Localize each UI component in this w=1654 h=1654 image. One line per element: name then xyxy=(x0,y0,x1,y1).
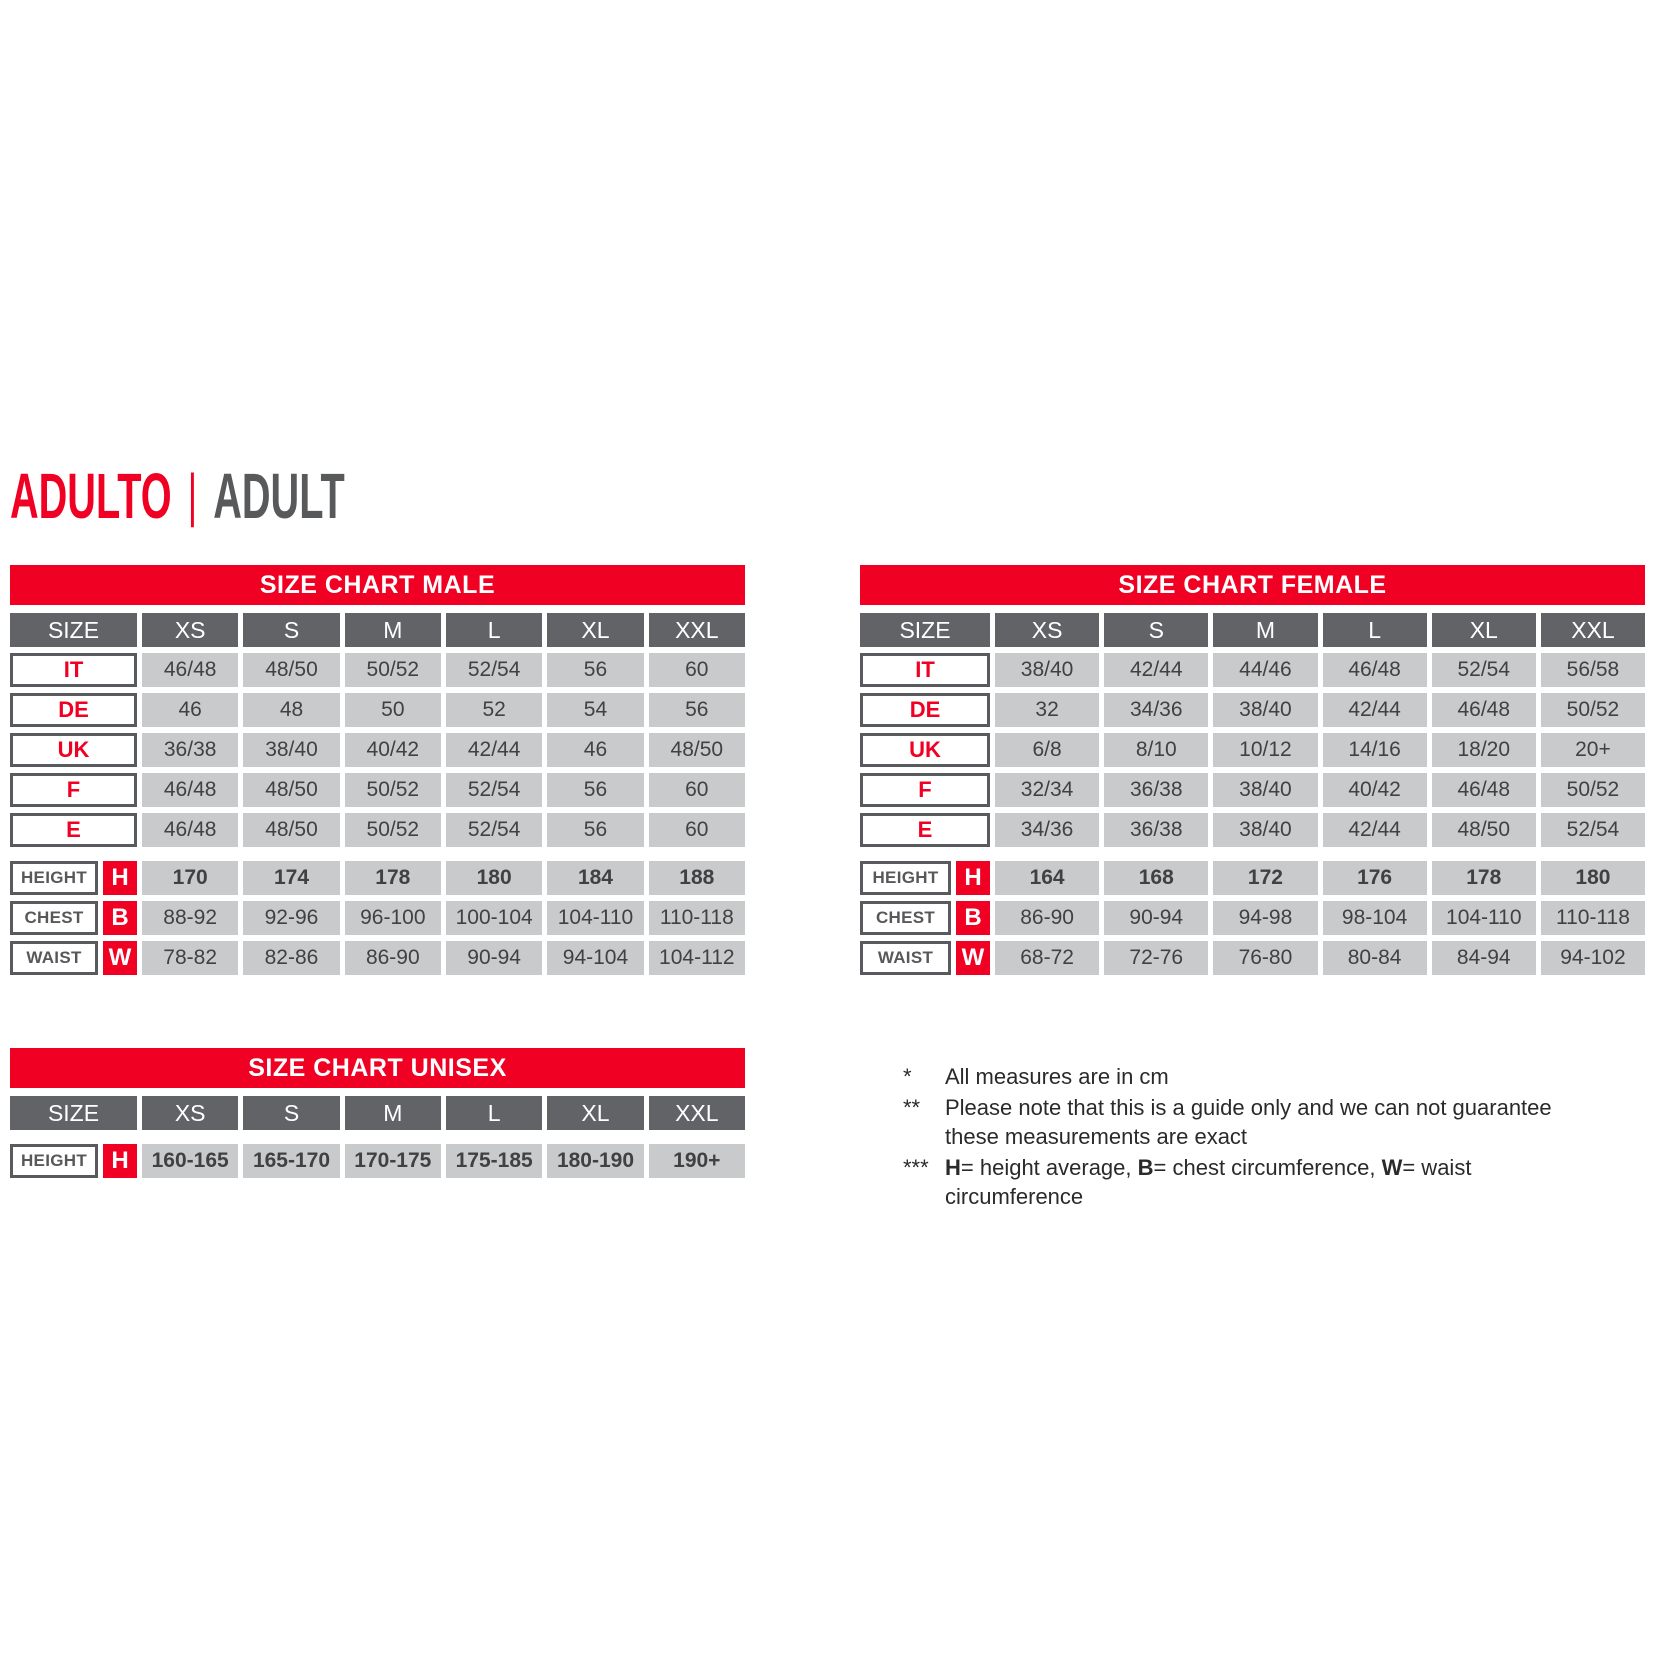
data-cell: 34/36 xyxy=(995,813,1099,847)
data-cell: 36/38 xyxy=(1104,773,1208,807)
footnote-text-segment: W xyxy=(1381,1155,1403,1180)
size-row xyxy=(10,693,745,727)
measure-row xyxy=(860,941,1645,975)
data-cell: 170 xyxy=(142,861,238,895)
data-cell: 38/40 xyxy=(1213,693,1317,727)
footnote-marker: *** xyxy=(903,1155,929,1180)
measure-row xyxy=(10,901,745,935)
table-header-row xyxy=(10,1096,745,1130)
data-cell: 56 xyxy=(547,813,643,847)
measure-row-label: HEIGHT xyxy=(10,861,98,895)
measure-row-label: WAIST xyxy=(10,941,98,975)
data-cell: 56/58 xyxy=(1541,653,1645,687)
data-cell: 52/54 xyxy=(446,813,542,847)
measure-letter-badge: W xyxy=(956,941,990,975)
data-cell: 56 xyxy=(649,693,745,727)
data-cell: 42/44 xyxy=(1104,653,1208,687)
data-cell: 54 xyxy=(547,693,643,727)
row-label: IT xyxy=(860,653,990,687)
column-header-cell: M xyxy=(1213,613,1317,647)
table-header-row xyxy=(860,613,1645,647)
row-label: DE xyxy=(860,693,990,727)
data-cell: 96-100 xyxy=(345,901,441,935)
data-cell: 160-165 xyxy=(142,1144,238,1178)
size-row xyxy=(860,813,1645,847)
size-row xyxy=(10,653,745,687)
column-header-cell: L xyxy=(446,613,542,647)
size-row xyxy=(860,773,1645,807)
data-cell: 190+ xyxy=(649,1144,745,1178)
size-chart-male-table xyxy=(10,565,745,975)
footnote-text-segment: Please note that this is a guide only and we can not guarantee these measurements are exact xyxy=(945,1095,1552,1149)
footnote-line xyxy=(903,1153,1653,1211)
row-label: E xyxy=(860,813,990,847)
column-header-cell: XS xyxy=(995,613,1099,647)
title-separator: | xyxy=(187,463,198,528)
measure-letter-badge: W xyxy=(103,941,137,975)
measure-letter-badge: H xyxy=(103,1144,137,1178)
data-cell: 6/8 xyxy=(995,733,1099,767)
size-row xyxy=(860,693,1645,727)
footnote-text-segment: H xyxy=(945,1155,961,1180)
footnote-text-segment: = height average, xyxy=(960,1155,1138,1180)
measure-letter-badge: B xyxy=(956,901,990,935)
corner-header-cell: SIZE xyxy=(10,613,137,647)
data-cell: 100-104 xyxy=(446,901,542,935)
data-cell: 52/54 xyxy=(1432,653,1536,687)
data-cell: 20+ xyxy=(1541,733,1645,767)
data-cell: 36/38 xyxy=(1104,813,1208,847)
data-cell: 104-112 xyxy=(649,941,745,975)
data-cell: 78-82 xyxy=(142,941,238,975)
data-cell: 50/52 xyxy=(345,813,441,847)
data-cell: 48/50 xyxy=(649,733,745,767)
footnote-marker: ** xyxy=(903,1095,921,1120)
data-cell: 110-118 xyxy=(649,901,745,935)
data-cell: 42/44 xyxy=(1323,813,1427,847)
table-title-bar: SIZE CHART MALE xyxy=(10,565,745,605)
footnote-line xyxy=(903,1093,1653,1151)
data-cell: 44/46 xyxy=(1213,653,1317,687)
data-cell: 165-170 xyxy=(243,1144,339,1178)
data-cell: 10/12 xyxy=(1213,733,1317,767)
column-header-cell: XL xyxy=(547,613,643,647)
column-header-cell: L xyxy=(1323,613,1427,647)
size-row xyxy=(10,813,745,847)
footnote-text xyxy=(945,1093,1601,1151)
data-cell: 46 xyxy=(142,693,238,727)
footnote-text-segment: = waist circumference xyxy=(945,1155,1472,1209)
column-header-cell: XL xyxy=(547,1096,643,1130)
data-cell: 86-90 xyxy=(345,941,441,975)
data-cell: 38/40 xyxy=(1213,773,1317,807)
size-row xyxy=(860,733,1645,767)
corner-header-cell: SIZE xyxy=(10,1096,137,1130)
column-header-cell: S xyxy=(243,1096,339,1130)
data-cell: 76-80 xyxy=(1213,941,1317,975)
data-cell: 184 xyxy=(547,861,643,895)
data-cell: 104-110 xyxy=(547,901,643,935)
footnote-text xyxy=(945,1062,1601,1091)
data-cell: 104-110 xyxy=(1432,901,1536,935)
data-cell: 94-104 xyxy=(547,941,643,975)
data-cell: 14/16 xyxy=(1323,733,1427,767)
data-cell: 94-102 xyxy=(1541,941,1645,975)
row-label: F xyxy=(10,773,137,807)
data-cell: 32/34 xyxy=(995,773,1099,807)
data-cell: 48/50 xyxy=(243,813,339,847)
column-header-cell: XXL xyxy=(1541,613,1645,647)
data-cell: 60 xyxy=(649,813,745,847)
data-cell: 56 xyxy=(547,653,643,687)
data-cell: 48 xyxy=(243,693,339,727)
data-cell: 50/52 xyxy=(345,773,441,807)
data-cell: 180-190 xyxy=(547,1144,643,1178)
data-cell: 50/52 xyxy=(1541,693,1645,727)
data-cell: 48/50 xyxy=(243,653,339,687)
measure-letter-badge: H xyxy=(103,861,137,895)
data-cell: 90-94 xyxy=(1104,901,1208,935)
data-cell: 82-86 xyxy=(243,941,339,975)
column-header-cell: XS xyxy=(142,1096,238,1130)
data-cell: 48/50 xyxy=(1432,813,1536,847)
data-cell: 52/54 xyxy=(446,653,542,687)
data-cell: 46/48 xyxy=(1432,693,1536,727)
data-cell: 52/54 xyxy=(1541,813,1645,847)
data-cell: 60 xyxy=(649,773,745,807)
data-cell: 180 xyxy=(1541,861,1645,895)
title-adulto: ADULTO xyxy=(10,460,172,532)
data-cell: 92-96 xyxy=(243,901,339,935)
row-label: IT xyxy=(10,653,137,687)
data-cell: 178 xyxy=(1432,861,1536,895)
column-header-cell: XL xyxy=(1432,613,1536,647)
measure-row-label: HEIGHT xyxy=(10,1144,98,1178)
data-cell: 56 xyxy=(547,773,643,807)
data-cell: 38/40 xyxy=(1213,813,1317,847)
data-cell: 172 xyxy=(1213,861,1317,895)
column-header-cell: M xyxy=(345,1096,441,1130)
data-cell: 168 xyxy=(1104,861,1208,895)
size-row xyxy=(860,653,1645,687)
data-cell: 88-92 xyxy=(142,901,238,935)
data-cell: 50 xyxy=(345,693,441,727)
data-cell: 46/48 xyxy=(142,653,238,687)
row-label: UK xyxy=(10,733,137,767)
data-cell: 188 xyxy=(649,861,745,895)
data-cell: 46/48 xyxy=(1432,773,1536,807)
data-cell: 68-72 xyxy=(995,941,1099,975)
data-cell: 18/20 xyxy=(1432,733,1536,767)
column-header-cell: XS xyxy=(142,613,238,647)
data-cell: 176 xyxy=(1323,861,1427,895)
footnote-text-segment: All measures are in cm xyxy=(945,1064,1169,1089)
column-header-cell: L xyxy=(446,1096,542,1130)
measure-row xyxy=(10,941,745,975)
measure-row-label: HEIGHT xyxy=(860,861,951,895)
data-cell: 52 xyxy=(446,693,542,727)
data-cell: 8/10 xyxy=(1104,733,1208,767)
corner-header-cell: SIZE xyxy=(860,613,990,647)
data-cell: 86-90 xyxy=(995,901,1099,935)
measure-row xyxy=(860,901,1645,935)
data-cell: 52/54 xyxy=(446,773,542,807)
measure-row-label: CHEST xyxy=(10,901,98,935)
data-cell: 42/44 xyxy=(446,733,542,767)
data-cell: 94-98 xyxy=(1213,901,1317,935)
row-label: E xyxy=(10,813,137,847)
title-adult: ADULT xyxy=(213,460,345,532)
measure-row xyxy=(860,861,1645,895)
footnote-line xyxy=(903,1062,1653,1091)
data-cell: 50/52 xyxy=(1541,773,1645,807)
data-cell: 164 xyxy=(995,861,1099,895)
column-header-cell: S xyxy=(243,613,339,647)
measure-row-label: WAIST xyxy=(860,941,951,975)
measure-row xyxy=(10,861,745,895)
data-cell: 178 xyxy=(345,861,441,895)
footnote-marker: * xyxy=(903,1064,912,1089)
data-cell: 84-94 xyxy=(1432,941,1536,975)
measure-letter-badge: B xyxy=(103,901,137,935)
data-cell: 38/40 xyxy=(995,653,1099,687)
measure-row-label: CHEST xyxy=(860,901,951,935)
row-label: UK xyxy=(860,733,990,767)
data-cell: 72-76 xyxy=(1104,941,1208,975)
data-cell: 42/44 xyxy=(1323,693,1427,727)
data-cell: 90-94 xyxy=(446,941,542,975)
data-cell: 38/40 xyxy=(243,733,339,767)
table-title-bar: SIZE CHART UNISEX xyxy=(10,1048,745,1088)
data-cell: 98-104 xyxy=(1323,901,1427,935)
data-cell: 50/52 xyxy=(345,653,441,687)
table-title-bar: SIZE CHART FEMALE xyxy=(860,565,1645,605)
page-title xyxy=(10,460,345,532)
row-label: DE xyxy=(10,693,137,727)
data-cell: 80-84 xyxy=(1323,941,1427,975)
size-chart-female-table xyxy=(860,565,1645,975)
size-row xyxy=(10,773,745,807)
size-row xyxy=(10,733,745,767)
measure-row xyxy=(10,1144,745,1178)
data-cell: 174 xyxy=(243,861,339,895)
data-cell: 46 xyxy=(547,733,643,767)
measure-letter-badge: H xyxy=(956,861,990,895)
data-cell: 175-185 xyxy=(446,1144,542,1178)
column-header-cell: XXL xyxy=(649,613,745,647)
size-chart-unisex-table xyxy=(10,1048,745,1178)
column-header-cell: S xyxy=(1104,613,1208,647)
row-label: F xyxy=(860,773,990,807)
footnotes xyxy=(903,1062,1653,1213)
data-cell: 40/42 xyxy=(345,733,441,767)
data-cell: 46/48 xyxy=(1323,653,1427,687)
data-cell: 180 xyxy=(446,861,542,895)
data-cell: 40/42 xyxy=(1323,773,1427,807)
data-cell: 36/38 xyxy=(142,733,238,767)
data-cell: 60 xyxy=(649,653,745,687)
data-cell: 110-118 xyxy=(1541,901,1645,935)
data-cell: 48/50 xyxy=(243,773,339,807)
data-cell: 32 xyxy=(995,693,1099,727)
footnote-text-segment: = chest circumference, xyxy=(1153,1155,1382,1180)
data-cell: 46/48 xyxy=(142,773,238,807)
footnote-text xyxy=(945,1153,1601,1211)
column-header-cell: XXL xyxy=(649,1096,745,1130)
footnote-text-segment: B xyxy=(1137,1155,1154,1180)
data-cell: 46/48 xyxy=(142,813,238,847)
data-cell: 34/36 xyxy=(1104,693,1208,727)
table-header-row xyxy=(10,613,745,647)
column-header-cell: M xyxy=(345,613,441,647)
data-cell: 170-175 xyxy=(345,1144,441,1178)
